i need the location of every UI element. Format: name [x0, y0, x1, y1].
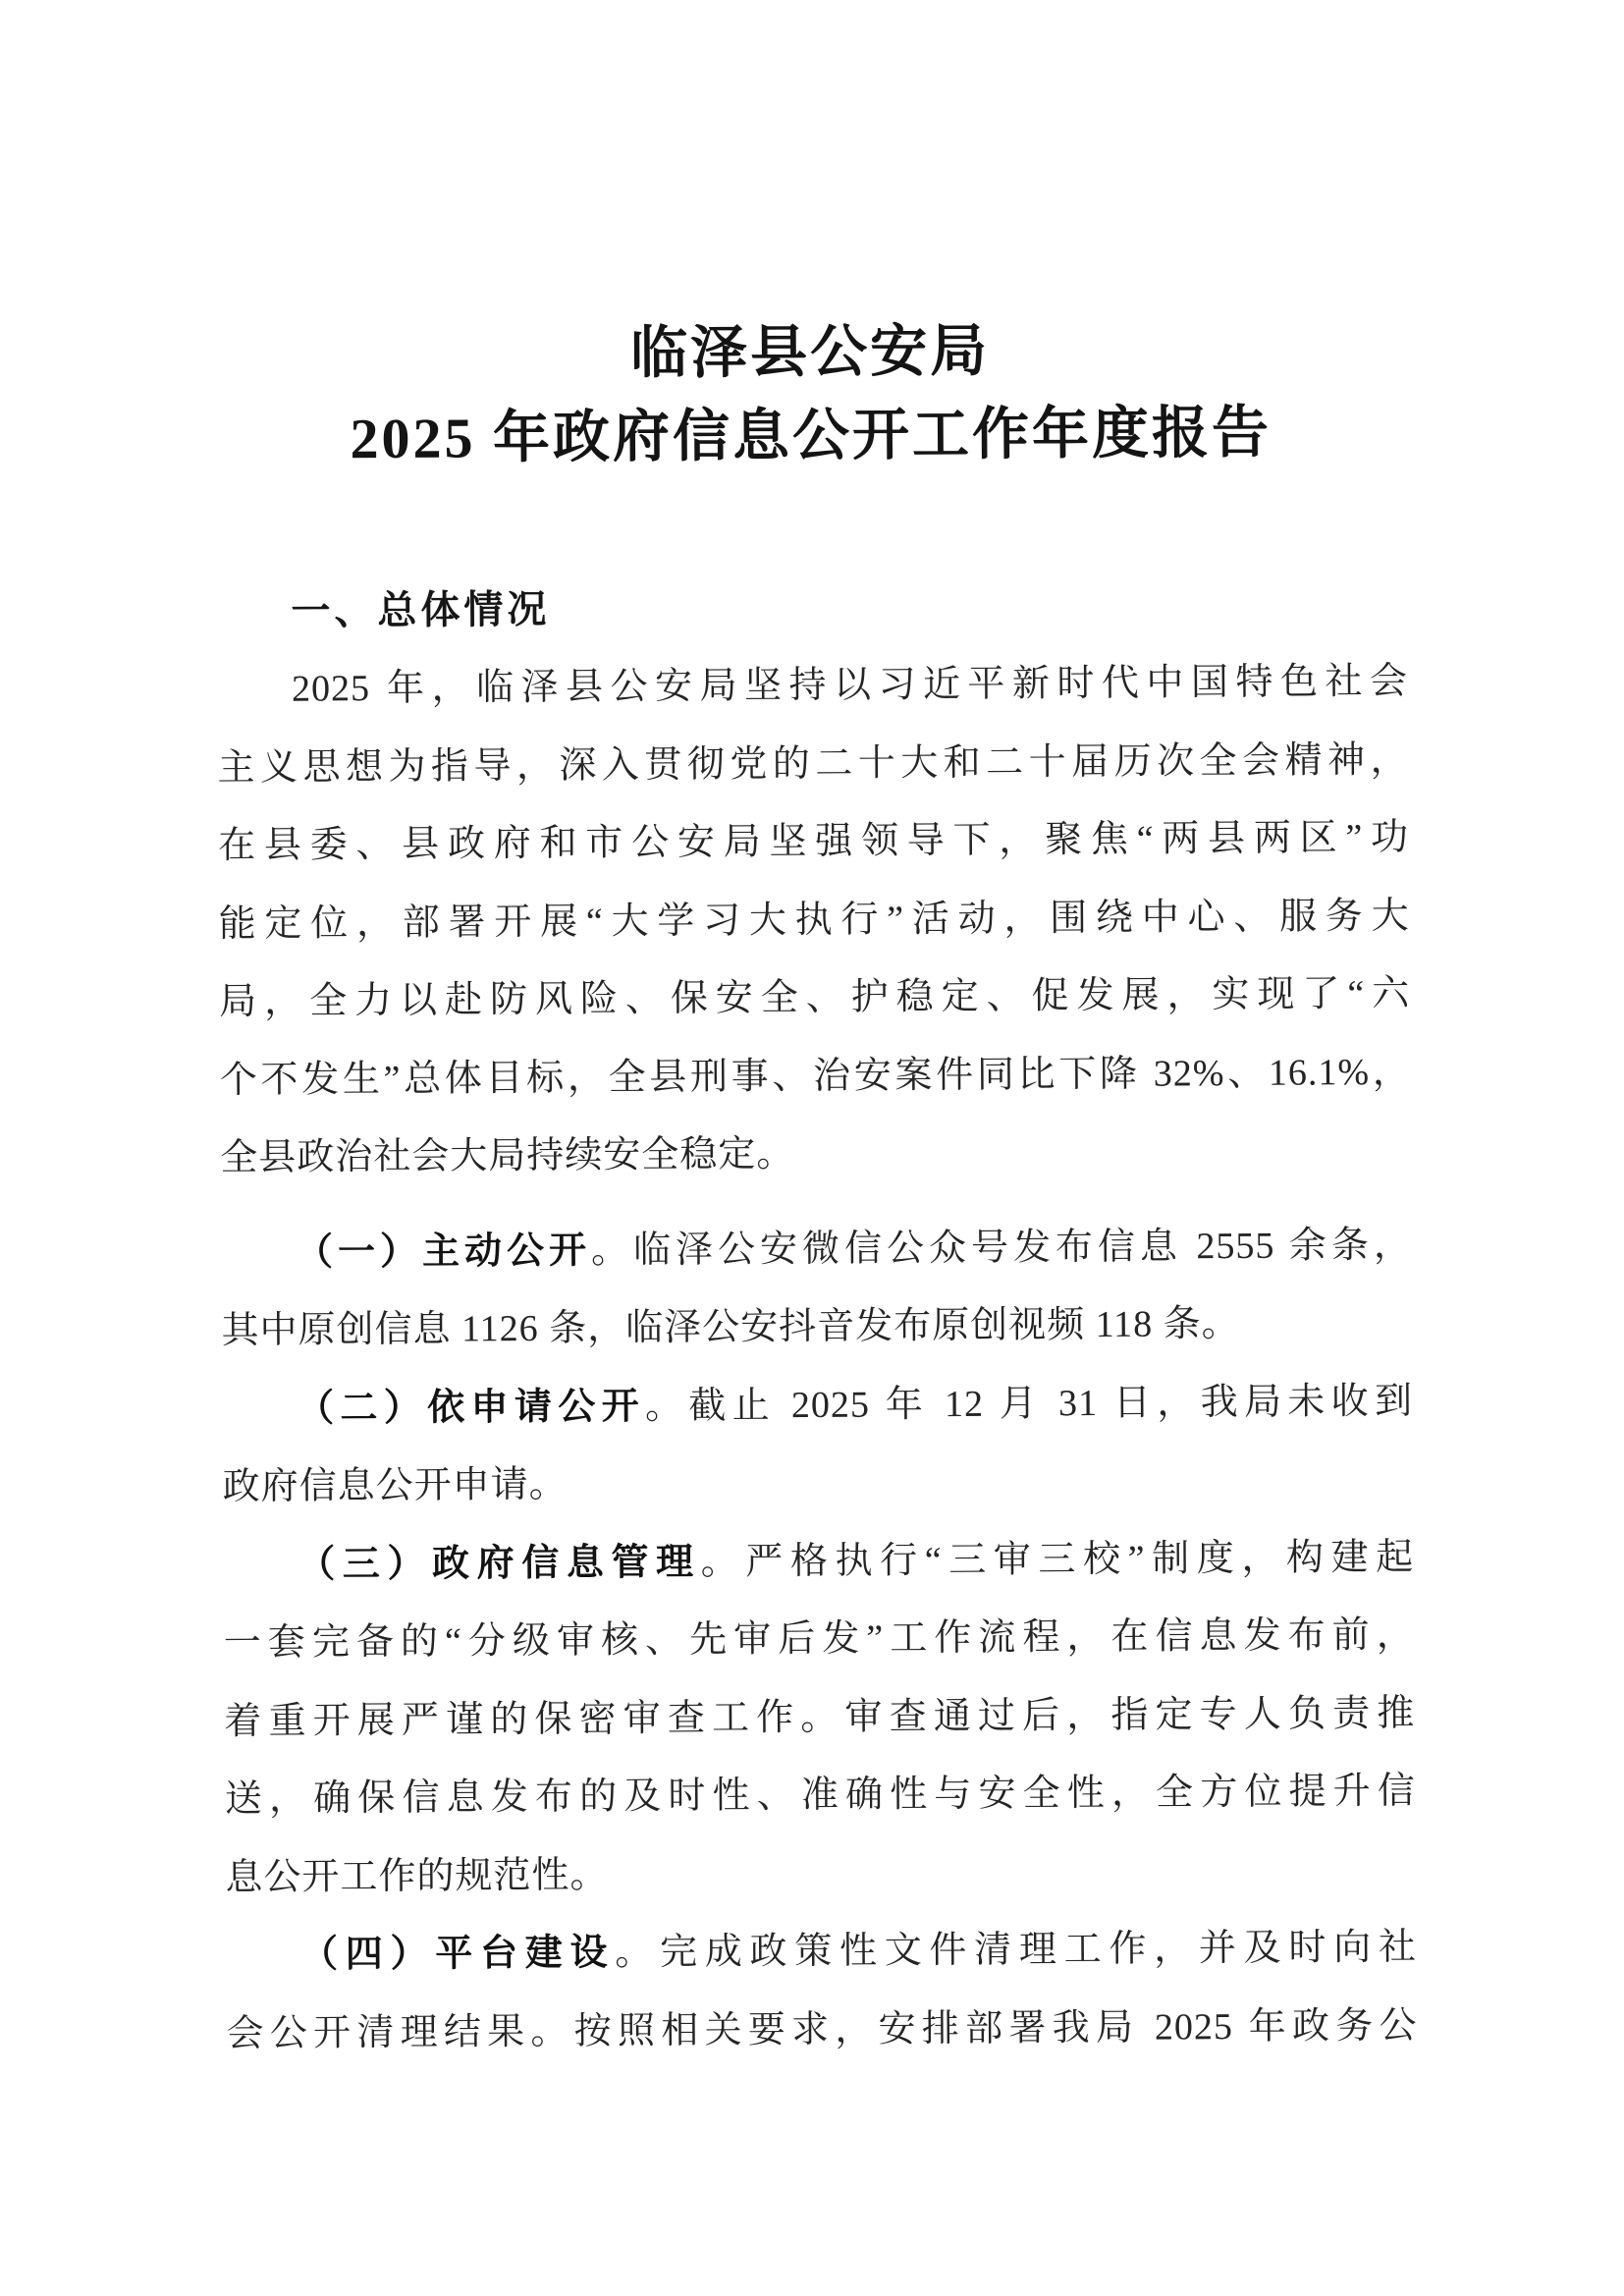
body-text: 个不发生”总体目标，全县刑事、治安案件同比下降 32%、16.1%， [219, 1051, 1411, 1101]
body-line [222, 1362, 1414, 1449]
body-text: 其中原创信息 1126 条，临泽公安抖音发布原创视频 118 条。 [221, 1302, 1240, 1352]
bold-run-in-heading: （四）平台建设 [299, 1932, 616, 1976]
body-line [221, 1285, 1413, 1371]
document-title-line-2: 2025 年政府信息公开工作年度报告 [350, 400, 1272, 471]
body-line [223, 1518, 1415, 1605]
body-line [226, 1909, 1418, 1995]
document-content [212, 0, 1418, 2073]
body-text: 2025 年，临泽县公安局坚持以习近平新时代中国特色社会 [291, 660, 1409, 710]
body-text: 能定位，部署开展“大学习大执行”活动，围绕中心、服务大 [218, 895, 1410, 945]
body-text: 政府信息公开申请。 [222, 1463, 568, 1508]
body-line [221, 1206, 1413, 1292]
body-line [224, 1674, 1416, 1761]
body-line [226, 1987, 1418, 2073]
body-text: 。截止 2025 年 12 月 31 日，我局未收到 [644, 1380, 1414, 1427]
body-line [220, 1033, 1412, 1120]
paragraph-3 [222, 1362, 1414, 1526]
body-text: 。临泽公安微信公众号发布信息 2555 余条， [590, 1224, 1413, 1272]
body-line [222, 1441, 1414, 1527]
document-title [214, 306, 1406, 481]
body-text: 全县政治社会大局持续安全稳定。 [220, 1133, 795, 1179]
paragraph-1 [217, 643, 1412, 1198]
body-text: 息公开工作的规范性。 [225, 1853, 609, 1898]
body-line [218, 877, 1410, 963]
body-text: 主义思想为指导，深入贯彻党的二十大和二十届历次全会精神， [217, 738, 1409, 789]
body-text: 局，全力以赴防风险、保安全、护稳定、促发展，实现了“六 [219, 972, 1411, 1023]
bold-run-in-heading: （一）主动公开 [295, 1230, 592, 1274]
body-line [218, 799, 1410, 886]
body-text: 。完成政策性文件清理工作，并及时向社 [615, 1926, 1418, 1974]
body-line [224, 1597, 1416, 1683]
body-text: 在县委、县政府和市公安局坚强领导下，聚焦“两县两区”功 [217, 816, 1410, 867]
bold-run-in-heading: （二）依申请公开 [296, 1385, 646, 1430]
bold-run-in-heading: （三）政府信息管理 [298, 1541, 701, 1586]
paragraph-4 [223, 1518, 1417, 1917]
body-text: 送，确保信息发布的及时性、准确性与安全性，全方位提升信 [224, 1770, 1417, 1821]
paragraph-2 [221, 1206, 1413, 1370]
paragraph-5 [226, 1909, 1418, 2073]
body-line [225, 1753, 1417, 1839]
body-line [217, 721, 1409, 807]
body-line [219, 956, 1411, 1042]
body-text: 着重开展严谨的保密审查工作。审查通过后，指定专人负责推 [224, 1692, 1416, 1742]
body-line [225, 1831, 1417, 1917]
document-body [217, 643, 1418, 2073]
body-line [220, 1112, 1412, 1198]
section-heading-overall-situation: 一、总体情况 [291, 587, 551, 633]
body-line [217, 643, 1409, 730]
document-title-line-1: 临泽县公安局 [629, 318, 991, 386]
body-text: 。严格执行“三审三校”制度，构建起 [700, 1536, 1415, 1583]
body-text: 会公开清理结果。按照相关要求，安排部署我局 2025 年政务公 [226, 2004, 1418, 2054]
body-text: 一套完备的“分级审核、先审后发”工作流程，在信息发布前， [223, 1613, 1415, 1665]
